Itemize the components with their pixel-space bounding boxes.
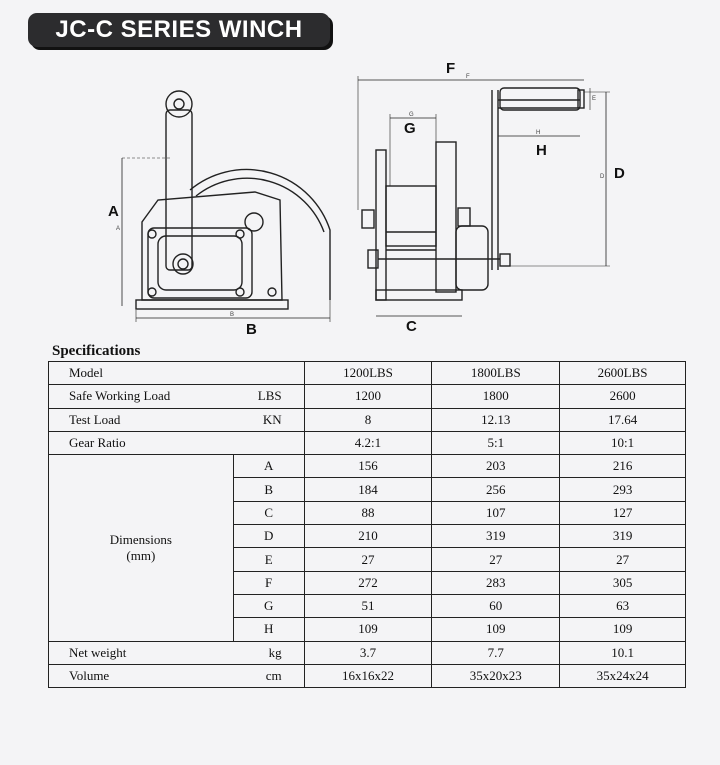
table-row-test-load [49, 408, 686, 431]
dim-label-d: D [614, 165, 625, 182]
table-cell: 109 [304, 618, 432, 641]
table-row-volume [49, 664, 686, 687]
winch-technical-drawing [0, 60, 720, 345]
volume-unit: cm [265, 668, 282, 683]
dim-key: F [233, 571, 304, 594]
table-cell: 27 [432, 548, 560, 571]
table-cell: 12.13 [432, 408, 560, 431]
safe-working-load-label [49, 385, 305, 408]
table-cell: 1800 [432, 385, 560, 408]
net-weight-text: Net weight [69, 644, 127, 660]
table-cell: 4.2:1 [304, 431, 432, 454]
model-label: Model [49, 362, 305, 385]
dimensions-label [49, 455, 234, 641]
dim-small-f: F [466, 74, 470, 80]
table-cell: 35x24x24 [560, 664, 686, 687]
table-cell: 319 [432, 525, 560, 548]
dim-label-f: F [446, 60, 456, 77]
dim-label-h: H [536, 142, 547, 159]
dim-key: H [233, 618, 304, 641]
dim-small-b: B [230, 312, 235, 318]
net-weight-unit: kg [268, 644, 282, 660]
table-row-dim-a [49, 455, 686, 478]
dim-label-g: G [404, 120, 416, 137]
table-cell: 1200 [304, 385, 432, 408]
dim-key: A [233, 455, 304, 478]
table-cell: 272 [304, 571, 432, 594]
test-load-text: Test Load [69, 411, 121, 427]
dim-label-c: C [406, 318, 417, 335]
specifications-heading: Specifications [52, 343, 141, 359]
dim-label-b: B [246, 321, 257, 338]
table-cell: 10:1 [560, 431, 686, 454]
table-cell: 17.64 [560, 408, 686, 431]
dim-small-a: A [116, 226, 121, 232]
table-cell: 60 [432, 594, 560, 617]
model-2: 1800LBS [432, 362, 560, 385]
title-badge [28, 13, 330, 47]
safe-working-load-text: Safe Working Load [69, 388, 171, 404]
page-title: JC-C SERIES WINCH [55, 16, 303, 43]
table-cell: 27 [560, 548, 686, 571]
table-cell: 3.7 [304, 641, 432, 664]
table-row-net-weight [49, 641, 686, 664]
table-cell: 8 [304, 408, 432, 431]
gear-ratio-label: Gear Ratio [49, 431, 305, 454]
table-cell: 210 [304, 525, 432, 548]
table-cell: 10.1 [560, 641, 686, 664]
volume-label [49, 664, 305, 687]
table-cell: 5:1 [432, 431, 560, 454]
table-cell: 2600 [560, 385, 686, 408]
volume-text: Volume [69, 668, 110, 683]
table-cell: 63 [560, 594, 686, 617]
table-cell: 107 [432, 501, 560, 524]
dim-small-h: H [536, 130, 541, 136]
model-1: 1200LBS [304, 362, 432, 385]
table-cell: 283 [432, 571, 560, 594]
dim-key: C [233, 501, 304, 524]
table-cell: 184 [304, 478, 432, 501]
table-row-safe-working-load [49, 385, 686, 408]
table-cell: 305 [560, 571, 686, 594]
table-cell: 127 [560, 501, 686, 524]
table-cell: 16x16x22 [304, 664, 432, 687]
dim-key: D [233, 525, 304, 548]
dim-key: B [233, 478, 304, 501]
table-cell: 319 [560, 525, 686, 548]
table-cell: 109 [560, 618, 686, 641]
test-load-label [49, 408, 305, 431]
specifications-table [48, 361, 686, 688]
table-cell: 293 [560, 478, 686, 501]
table-cell: 35x20x23 [432, 664, 560, 687]
safe-working-load-unit: LBS [257, 388, 282, 404]
table-cell: 216 [560, 455, 686, 478]
table-row-model [49, 362, 686, 385]
winch-side-view [122, 91, 330, 322]
table-cell: 256 [432, 478, 560, 501]
dimensions-text: Dimensions [109, 531, 172, 547]
table-cell: 156 [304, 455, 432, 478]
model-3: 2600LBS [560, 362, 686, 385]
dim-small-e: E [592, 96, 597, 102]
test-load-unit: KN [262, 411, 282, 427]
dim-key: G [233, 594, 304, 617]
table-cell: 27 [304, 548, 432, 571]
dim-small-g: G [409, 112, 414, 118]
winch-front-view [358, 76, 610, 316]
dim-small-d: D [600, 174, 605, 180]
dimensions-unit: (mm) [126, 547, 156, 563]
table-cell: 109 [432, 618, 560, 641]
table-row-gear-ratio [49, 431, 686, 454]
table-cell: 203 [432, 455, 560, 478]
dim-key: E [233, 548, 304, 571]
table-cell: 7.7 [432, 641, 560, 664]
dim-label-a: A [108, 203, 119, 220]
table-cell: 88 [304, 501, 432, 524]
net-weight-label [49, 641, 305, 664]
table-cell: 51 [304, 594, 432, 617]
